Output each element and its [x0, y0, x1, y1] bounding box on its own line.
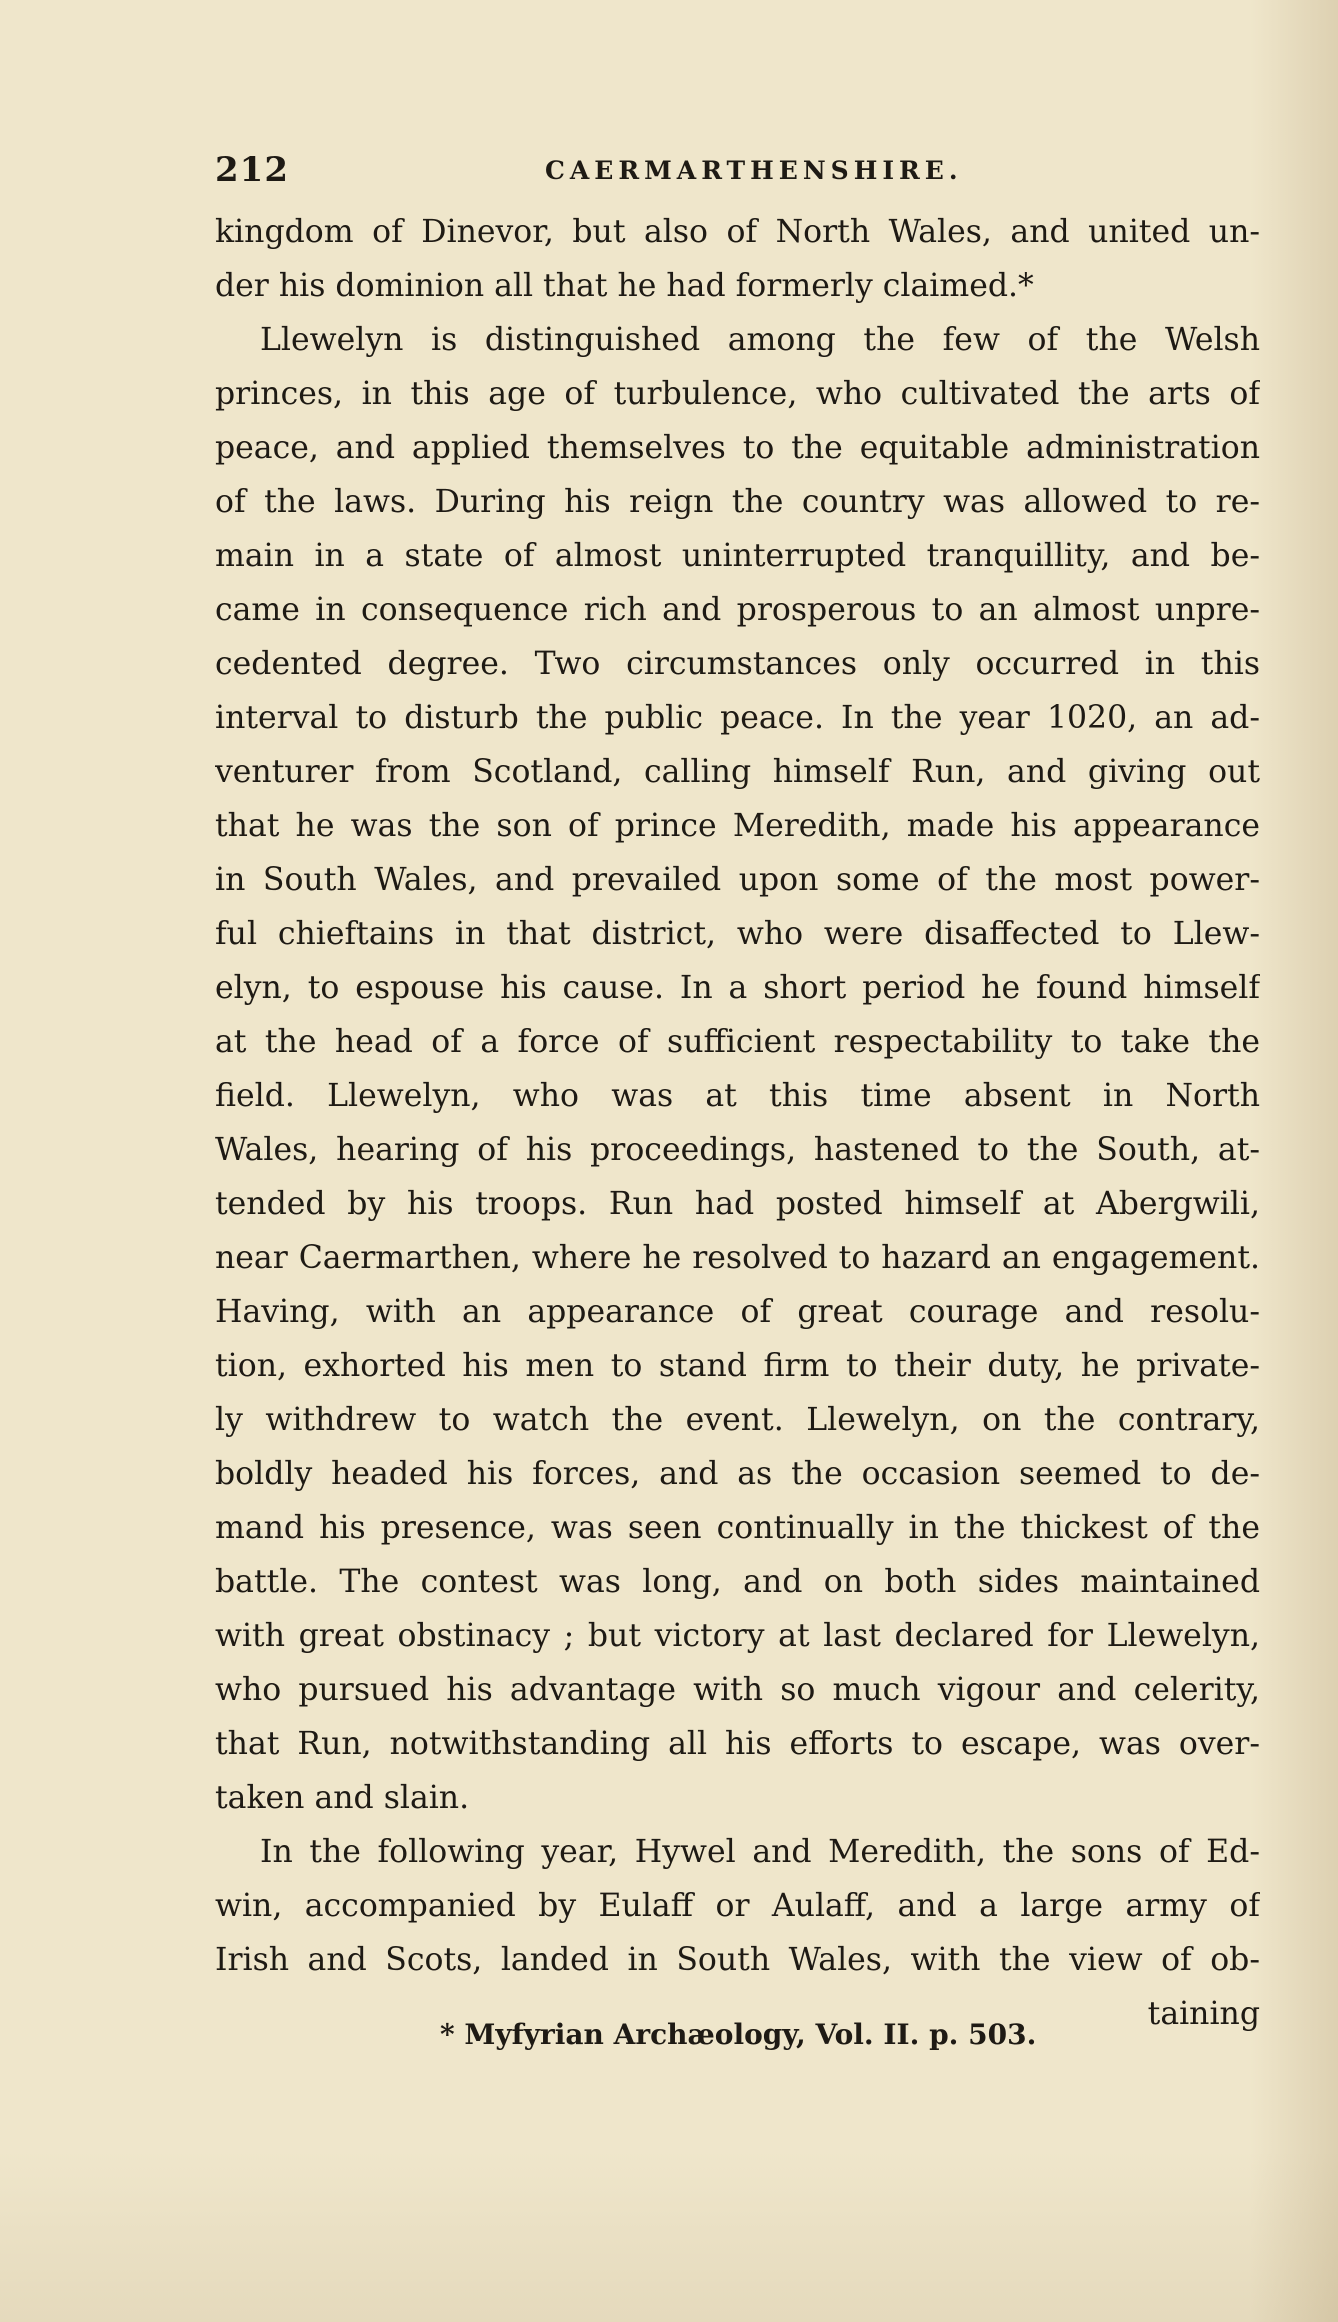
running-head: CAERMARTHENSHIRE.: [545, 156, 963, 185]
text-line: princes, in this age of turbulence, who cultivated the arts of: [215, 376, 1260, 412]
text-line: Irish and Scots, landed in South Wales, with the view of ob-: [215, 1942, 1260, 1978]
text-line: peace, and applied themselves to the equitable administration: [215, 430, 1260, 466]
text-line: taken and slain.: [215, 1780, 470, 1816]
text-line: Having, with an appearance of great courage and resolu-: [215, 1294, 1260, 1330]
text-line: at the head of a force of sufficient respectability to take the: [215, 1024, 1260, 1060]
footnote: * Myfyrian Archæology, Vol. II. p. 503.: [440, 2018, 1037, 2051]
text-line: of the laws. During his reign the country was allowed to re-: [215, 484, 1260, 520]
text-line: mand his presence, was seen continually in the thickest of the: [215, 1510, 1260, 1546]
text-line: cedented degree. Two circumstances only occurred in this: [215, 646, 1260, 682]
text-line: battle. The contest was long, and on both sides maintained: [215, 1564, 1260, 1600]
text-line: In the following year, Hywel and Meredith, the sons of Ed-: [260, 1834, 1260, 1870]
text-line: tended by his troops. Run had posted himself at Abergwili,: [215, 1186, 1260, 1222]
text-line: Wales, hearing of his proceedings, hastened to the South, at-: [215, 1132, 1260, 1168]
body-text: [215, 205, 1260, 2041]
text-line: boldly headed his forces, and as the occasion seemed to de-: [215, 1456, 1260, 1492]
text-line: came in consequence rich and prosperous to an almost unpre-: [215, 592, 1260, 628]
text-line: der his dominion all that he had formerly claimed.*: [215, 268, 1034, 304]
text-line: main in a state of almost uninterrupted tranquillity, and be-: [215, 538, 1260, 574]
text-line: ly withdrew to watch the event. Llewelyn, on the contrary,: [215, 1402, 1260, 1438]
page-header: [215, 150, 1275, 200]
text-line: venturer from Scotland, calling himself Run, and giving out: [215, 754, 1260, 790]
text-line: win, accompanied by Eulaff or Aulaff, and a large army of: [215, 1888, 1260, 1924]
text-line: that he was the son of prince Meredith, made his appearance: [215, 808, 1260, 844]
text-line: ful chieftains in that district, who were disaffected to Llew-: [215, 916, 1260, 952]
text-line: field. Llewelyn, who was at this time absent in North: [215, 1078, 1260, 1114]
text-line: tion, exhorted his men to stand firm to their duty, he private-: [215, 1348, 1260, 1384]
page-number: 212: [215, 150, 289, 190]
text-line: who pursued his advantage with so much vigour and celerity,: [215, 1672, 1260, 1708]
catchword: taining: [1147, 1996, 1260, 2032]
text-line: elyn, to espouse his cause. In a short period he found himself: [215, 970, 1260, 1006]
text-line: that Run, notwithstanding all his efforts to escape, was over-: [215, 1726, 1260, 1762]
text-line: Llewelyn is distinguished among the few of the Welsh: [260, 322, 1260, 358]
text-line: with great obstinacy ; but victory at last declared for Llewelyn,: [215, 1618, 1260, 1654]
text-line: kingdom of Dinevor, but also of North Wales, and united un-: [215, 214, 1260, 250]
text-line: in South Wales, and prevailed upon some of the most power-: [215, 862, 1260, 898]
text-line: interval to disturb the public peace. In the year 1020, an ad-: [215, 700, 1260, 736]
text-line: near Caermarthen, where he resolved to hazard an engagement.: [215, 1240, 1260, 1276]
